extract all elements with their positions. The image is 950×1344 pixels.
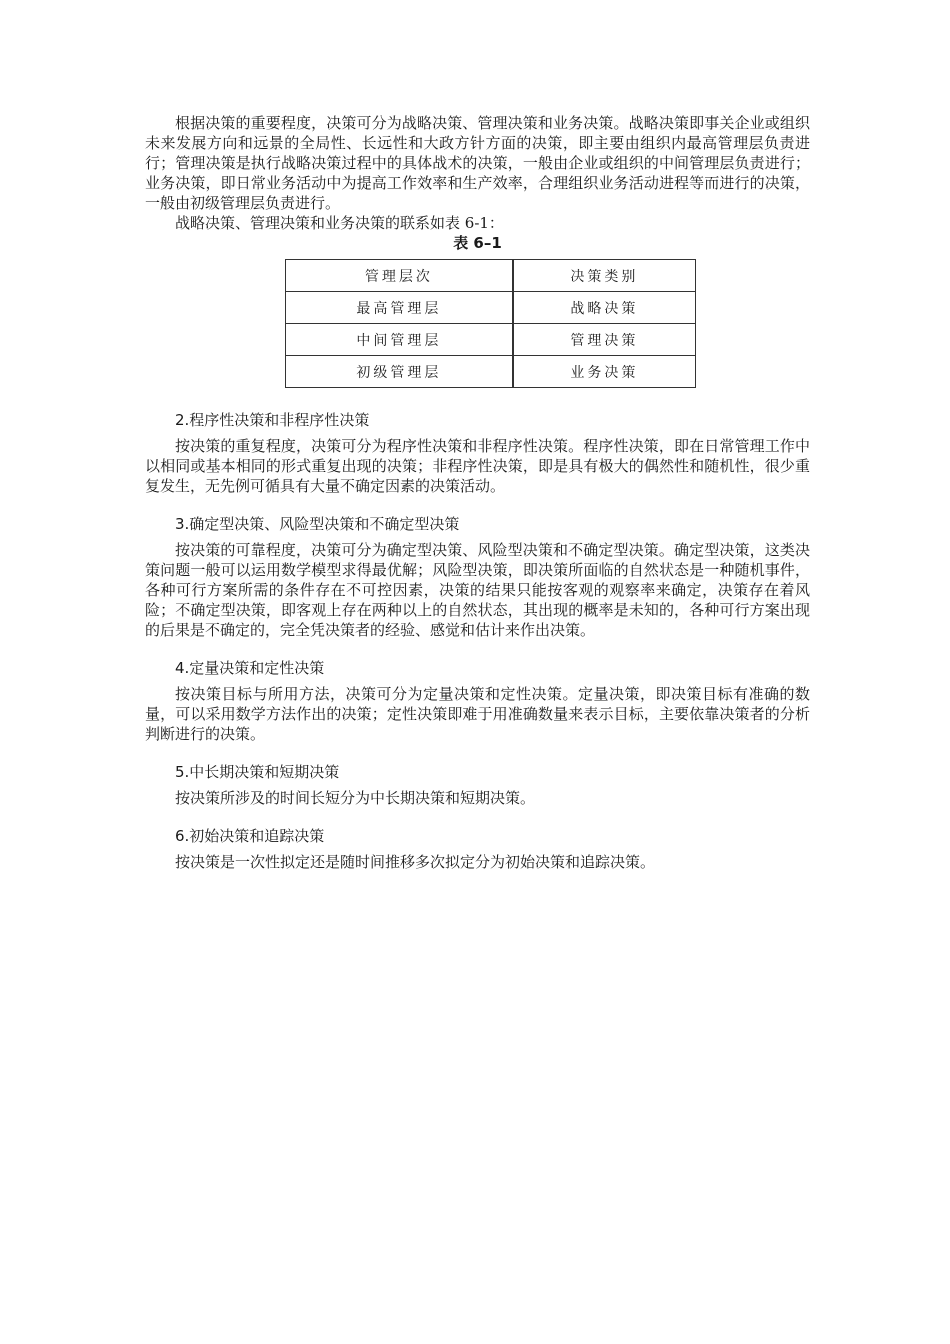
table-row [286, 356, 696, 388]
table-cell: 中间管理层 [286, 324, 513, 356]
section-body: 按决策所涉及的时间长短分为中长期决策和短期决策。 [175, 789, 536, 807]
section-body: 按决策的可靠程度，决策可分为确定型决策、风险型决策和不确定型决策。确定型决策，这类决策问题一般可以运用数学模型求得最优解；风险型决策，即决策所面临的自然状态是一种随机事件，各种可行方案所需的条件存在不可控因素，决策的结果只能按客观的观察率来确定，决策存在着风险；不确定型决策，即客观上存在两种以上的自然状态，其出现的概率是未知的，各种可行方案出现的后果是不确定的，完全凭决策者的经验、感觉和估计来作出决策。 [145, 541, 810, 639]
document-page [145, 113, 810, 872]
table-cell: 战略决策 [513, 292, 696, 324]
table-row [286, 292, 696, 324]
section-heading: 5.中长期决策和短期决策 [175, 763, 340, 781]
table-row [286, 324, 696, 356]
table-header-cell: 决策类别 [513, 260, 696, 292]
table-cell: 初级管理层 [286, 356, 513, 388]
table-header-row [286, 260, 696, 292]
table-caption: 表 6–1 [453, 234, 502, 252]
section-body: 按决策的重复程度，决策可分为程序性决策和非程序性决策。程序性决策，即在日常管理工作中以相同或基本相同的形式重复出现的决策；非程序性决策，即是具有极大的偶然性和随机性，很少重复发生，无先例可循具有大量不确定因素的决策活动。 [145, 437, 810, 495]
section-heading: 6.初始决策和追踪决策 [175, 827, 325, 845]
section-heading: 4.定量决策和定性决策 [175, 659, 325, 677]
table-cell: 业务决策 [513, 356, 696, 388]
table-intro-paragraph: 战略决策、管理决策和业务决策的联系如表 6-1： [175, 214, 504, 232]
section-heading: 3.确定型决策、风险型决策和不确定型决策 [175, 515, 460, 533]
section-body: 按决策是一次性拟定还是随时间推移多次拟定分为初始决策和追踪决策。 [175, 853, 656, 871]
section-heading: 2.程序性决策和非程序性决策 [175, 411, 370, 429]
table-cell: 管理决策 [513, 324, 696, 356]
section-body: 按决策目标与所用方法，决策可分为定量决策和定性决策。定量决策，即决策目标有准确的数量，可以采用数学方法作出的决策；定性决策即难于用准确数量来表示目标，主要依靠决策者的分析判断进行的决策。 [145, 685, 810, 743]
table-cell: 最高管理层 [286, 292, 513, 324]
decision-level-table [285, 259, 696, 388]
table-header-cell: 管理层次 [286, 260, 513, 292]
intro-paragraph: 根据决策的重要程度，决策可分为战略决策、管理决策和业务决策。战略决策即事关企业或组织未来发展方向和远景的全局性、长远性和大政方针方面的决策，即主要由组织内最高管理层负责进行；管理决策是执行战略决策过程中的具体战术的决策，一般由企业或组织的中间管理层负责进行；业务决策，即日常业务活动中为提高工作效率和生产效率，合理组织业务活动进程等而进行的决策，一般由初级管理层负责进行。 [145, 114, 810, 212]
